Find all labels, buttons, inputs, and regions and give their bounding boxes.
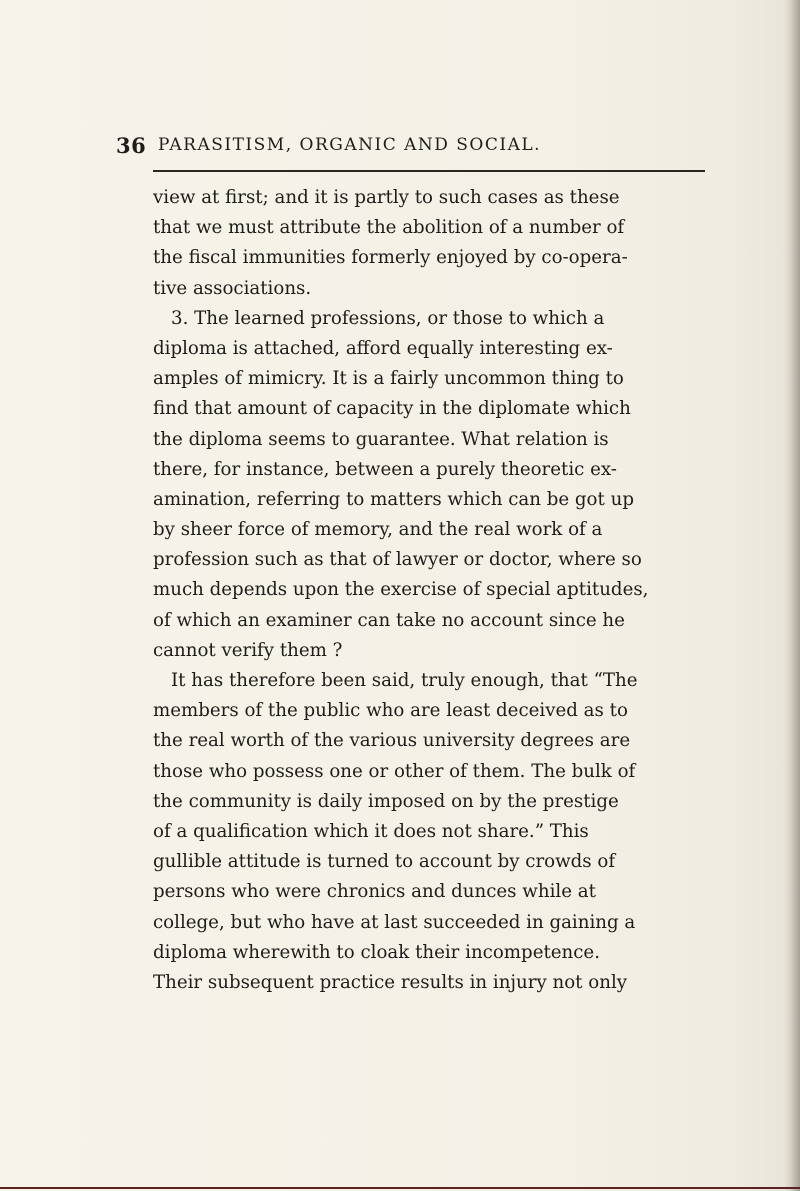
text-line: amples of mimicry. It is a fairly uncommon thing to — [153, 368, 624, 390]
page-header — [116, 133, 716, 167]
text-line: cannot verify them ? — [153, 639, 343, 661]
text-line: tive associations. — [153, 277, 312, 299]
text-line: diploma is attached, afford equally interesting ex- — [153, 337, 613, 359]
text-line: college, but who have at last succeeded in gaining a — [153, 911, 636, 933]
text-line: there, for instance, between a purely theoretic ex- — [153, 458, 617, 480]
text-line: that we must attribute the abolition of a number of — [153, 217, 625, 239]
text-line: by sheer force of memory, and the real work of a — [153, 519, 603, 541]
running-head: PARASITISM, ORGANIC AND SOCIAL. — [158, 135, 542, 155]
text-line: the real worth of the various university degrees are — [153, 730, 631, 752]
text-line: view at first; and it is partly to such cases as these — [153, 187, 620, 208]
text-line: Their subsequent practice results in injury not only — [153, 971, 628, 993]
text-line: persons who were chronics and dunces while at — [153, 881, 596, 903]
text-line: the fiscal immunities formerly enjoyed by co-opera- — [153, 247, 628, 269]
text-line: amination, referring to matters which can be got up — [153, 488, 634, 510]
body-text — [153, 183, 708, 998]
bottom-edge — [0, 1187, 800, 1189]
text-line: much depends upon the exercise of special aptitudes, — [153, 579, 649, 601]
text-line: of which an examiner can take no account since he — [153, 609, 625, 631]
text-line: the community is daily imposed on by the prestige — [153, 790, 619, 812]
header-rule — [153, 170, 705, 172]
text-line: the diploma seems to guarantee. What relation is — [153, 428, 609, 450]
paragraph-start-line: It has therefore been said, truly enough, that “The — [171, 670, 638, 691]
text-line: gullible attitude is turned to account by crowds of — [153, 851, 616, 873]
page-edge-shadow — [784, 0, 800, 1191]
text-line: find that amount of capacity in the diplomate which — [153, 398, 631, 420]
text-line: profession such as that of lawyer or doctor, where so — [153, 549, 642, 571]
text-line: of a qualification which it does not share.” This — [153, 820, 589, 842]
text-line: diploma wherewith to cloak their incompetence. — [153, 941, 600, 963]
text-line: those who possess one or other of them. The bulk of — [153, 760, 636, 782]
paragraph-start-line: 3. The learned professions, or those to which a — [171, 307, 605, 329]
page-number: 36 — [116, 133, 147, 158]
text-line: members of the public who are least deceived as to — [153, 700, 628, 722]
